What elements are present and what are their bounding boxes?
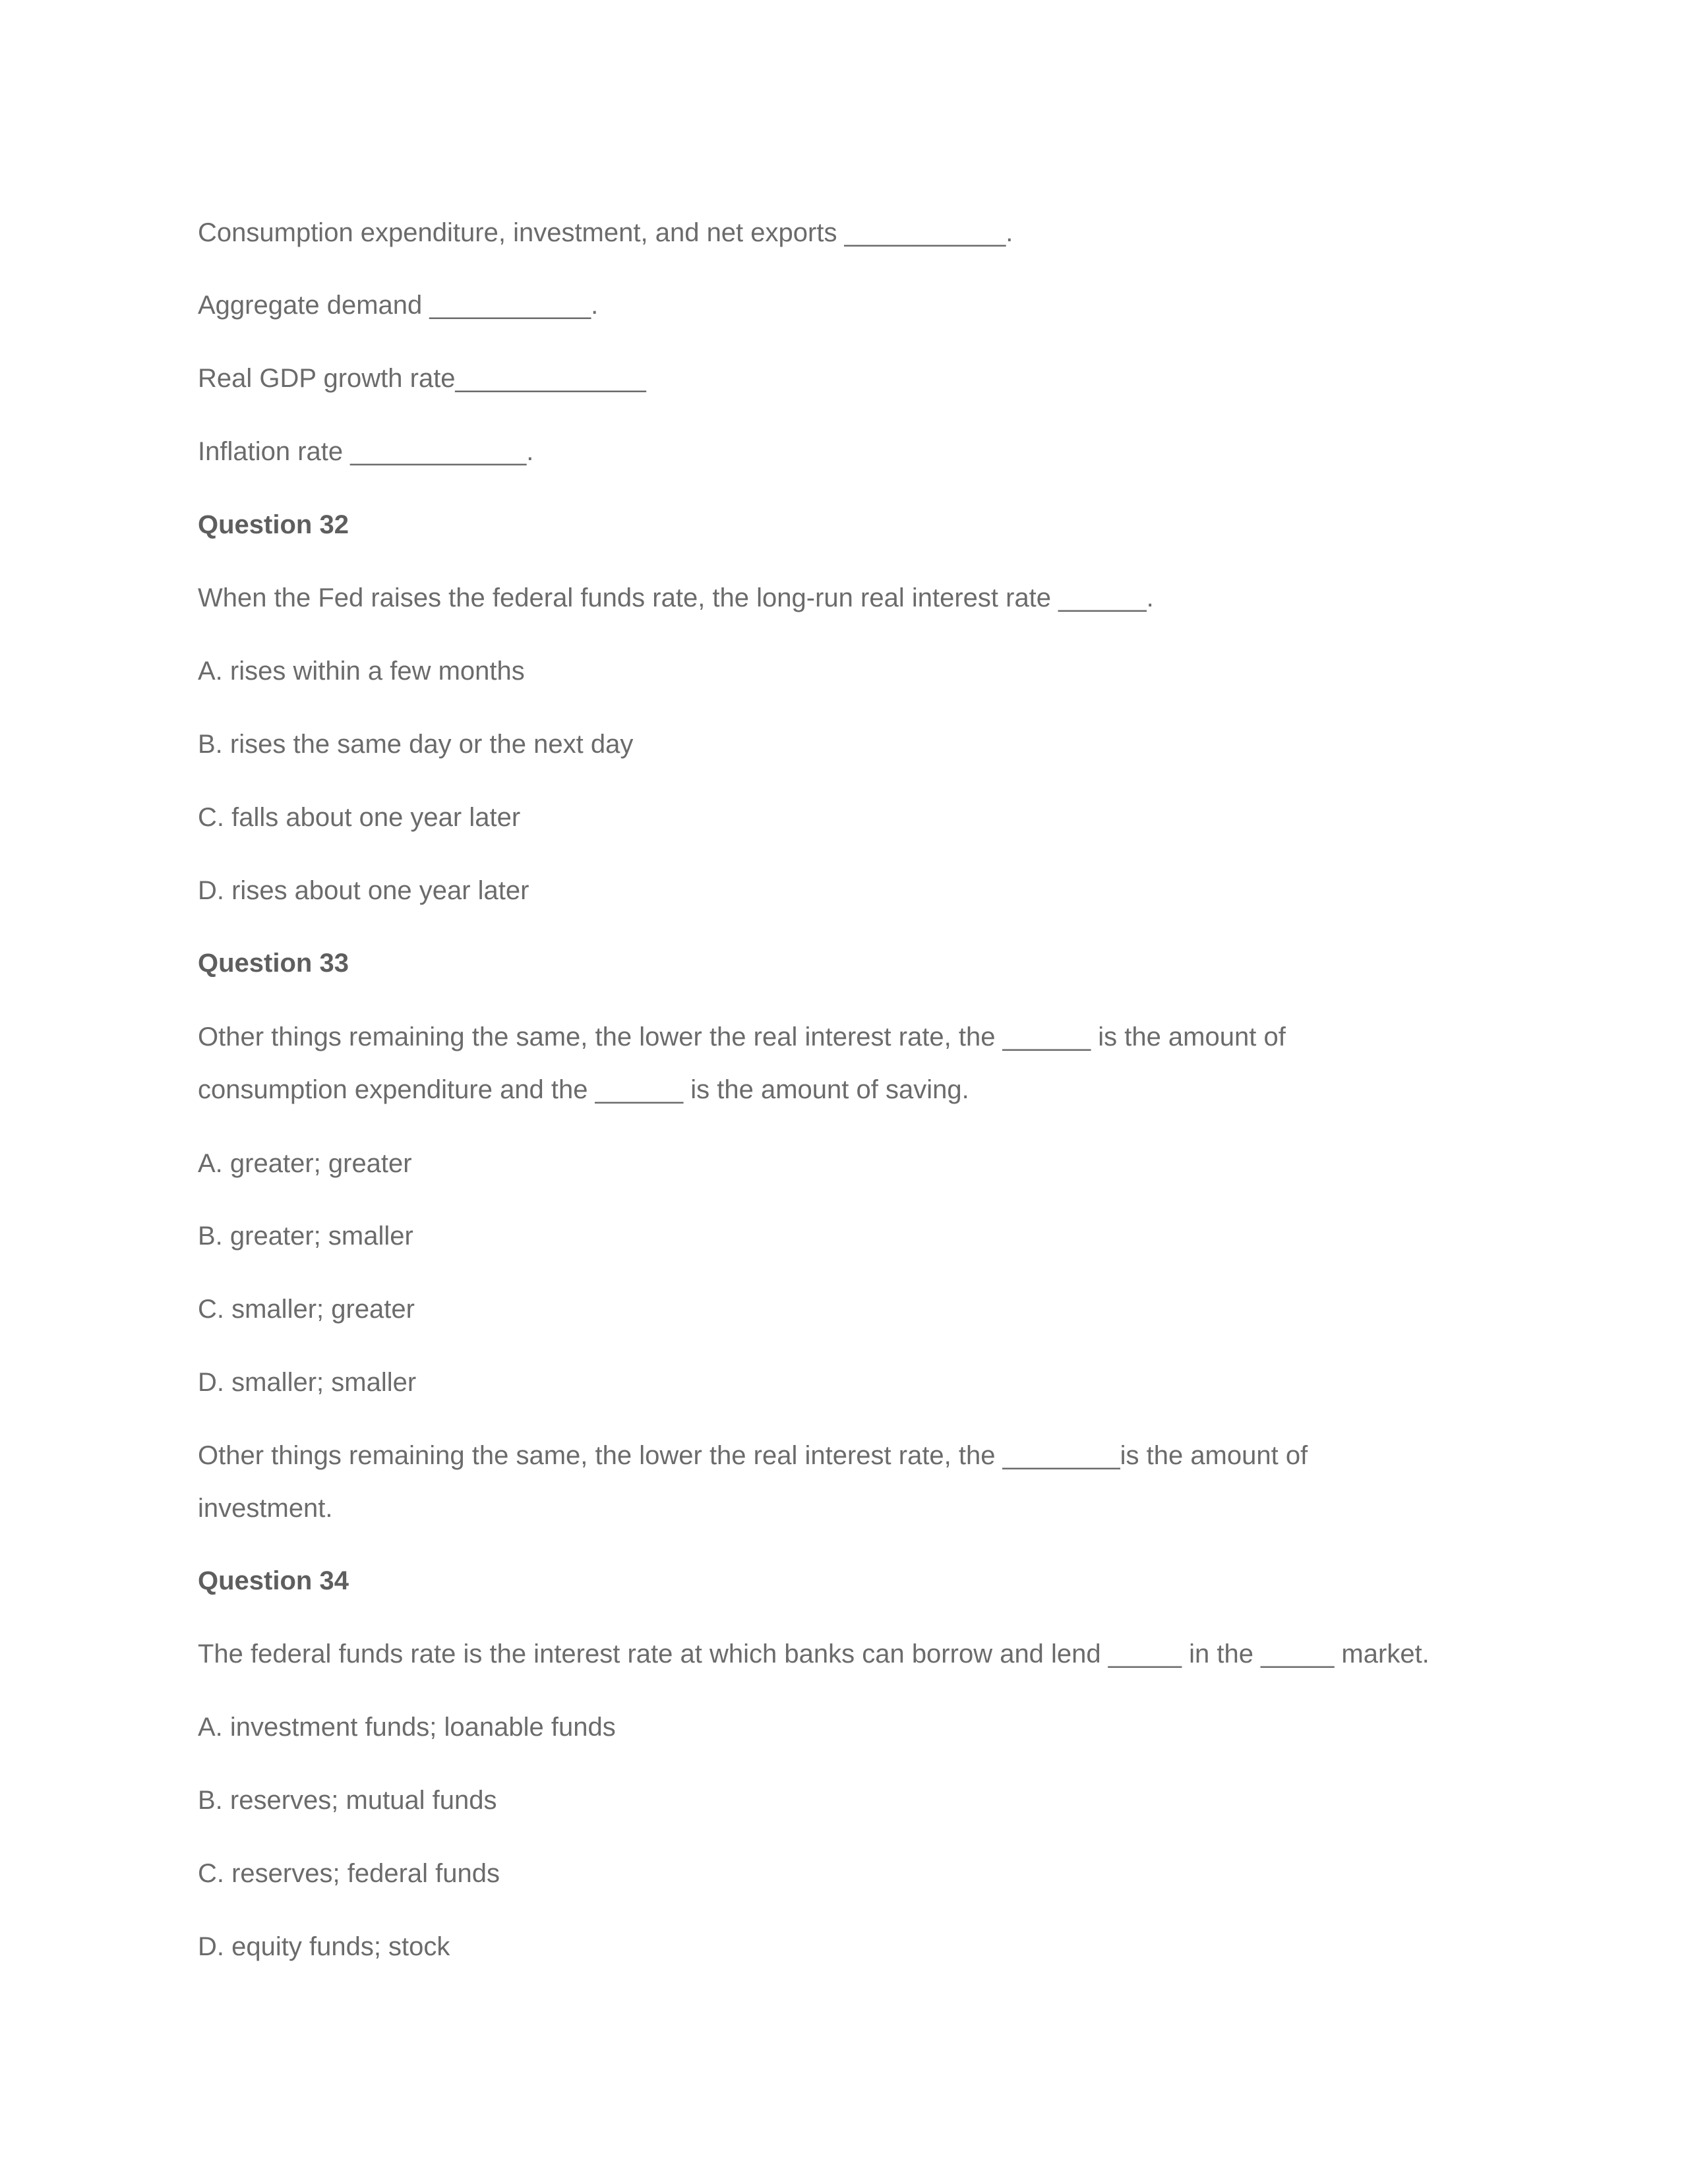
question-32-option-b: B. rises the same day or the next day — [198, 730, 634, 759]
text-line-real-gdp: Real GDP growth rate_____________ — [198, 364, 646, 393]
question-32-option-c: C. falls about one year later — [198, 803, 521, 832]
question-32-option-a: A. rises within a few months — [198, 657, 525, 686]
question-33-prompt-line-1: Other things remaining the same, the lower the real interest rate, the ______ is the amount of — [198, 1022, 1286, 1051]
question-34-option-d: D. equity funds; stock — [198, 1932, 450, 1961]
question-34-prompt: The federal funds rate is the interest rate at which banks can borrow and lend _____ in the _____ market. — [198, 1639, 1430, 1668]
text-line-inflation: Inflation rate ____________. — [198, 437, 534, 466]
question-33-option-a: A. greater; greater — [198, 1149, 412, 1178]
question-33-prompt-line-2: consumption expenditure and the ______ is the amount of saving. — [198, 1075, 969, 1104]
question-34-option-a: A. investment funds; loanable funds — [198, 1713, 616, 1742]
text-line-aggregate-demand: Aggregate demand ___________. — [198, 291, 599, 320]
question-34-heading: Question 34 — [198, 1566, 349, 1595]
question-32-option-d: D. rises about one year later — [198, 876, 529, 905]
text-line-consumption: Consumption expenditure, investment, and net exports ___________. — [198, 218, 1013, 247]
question-33-option-b: B. greater; smaller — [198, 1222, 413, 1251]
question-34-option-b: B. reserves; mutual funds — [198, 1786, 497, 1815]
question-33-option-d: D. smaller; smaller — [198, 1368, 417, 1397]
investment-prompt-line-1: Other things remaining the same, the lower the real interest rate, the ________is the amount of — [198, 1441, 1308, 1470]
question-33-option-c: C. smaller; greater — [198, 1295, 415, 1324]
question-33-heading: Question 33 — [198, 949, 349, 978]
question-32-prompt: When the Fed raises the federal funds rate, the long-run real interest rate ______. — [198, 583, 1154, 612]
question-34-option-c: C. reserves; federal funds — [198, 1859, 500, 1888]
question-32-heading: Question 32 — [198, 510, 349, 539]
investment-prompt-line-2: investment. — [198, 1494, 333, 1523]
